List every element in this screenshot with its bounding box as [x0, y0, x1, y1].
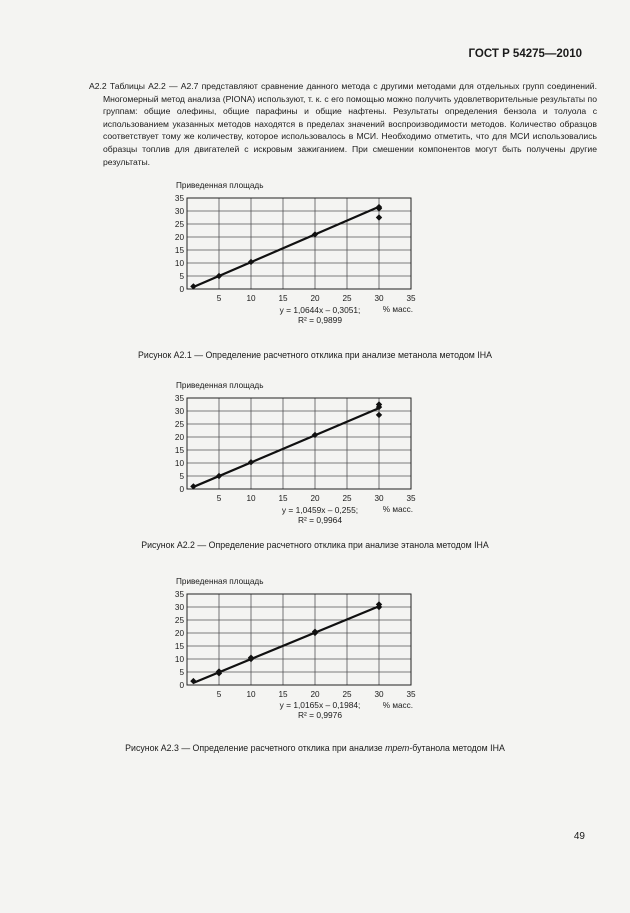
- x-tick-label: 35: [406, 690, 416, 699]
- y-tick-label: 20: [174, 433, 184, 442]
- y-tick-label: 10: [174, 655, 184, 664]
- y-tick-label: 35: [174, 194, 184, 203]
- r2-value-2: R² = 0,9964: [298, 515, 342, 525]
- fit-equation-3: y = 1,0165x – 0,1984;: [279, 700, 361, 710]
- fit-equation-block-1: [250, 305, 390, 325]
- fit-equation-2: y = 1,0459x – 0,255;: [281, 505, 359, 515]
- x-tick-label: 30: [374, 294, 384, 303]
- x-tick-label: 5: [216, 494, 222, 503]
- figure-caption-2: Рисунок А2.2 — Определение расчетного отклика при анализе этанола методом IHA: [141, 540, 489, 550]
- x-tick-label: 20: [310, 494, 320, 503]
- x-tick-label: 35: [406, 494, 416, 503]
- body-paragraph: А2.2 Таблицы А2.2 — А2.7 представляют сравнение данного метода с другими методами для отдельных групп соединений. Многомерный метод анализа (PIONA) используют, т. к. с его помощью можно получить удовлетворительные результаты по группам: общие олефины, общие парафины и общие нафтены. Результаты определения бензола и толуола с использованием указанных методов находятся в пределах значений воспроизводимости методов. Количество образцов соответствует тому же количеству, которое использовалось в МСИ. Необходимо отметить, что для МСИ использовались образцы топлив для двигателей с искровым зажиганием. При смешении компонентов могут быть получены другие результаты.: [89, 81, 597, 167]
- y-tick-label: 30: [174, 207, 184, 216]
- x-tick-label: 15: [278, 494, 288, 503]
- y-tick-label: 15: [174, 642, 184, 651]
- r2-value-1: R² = 0,9899: [298, 315, 342, 325]
- y-tick-label: 25: [174, 220, 184, 229]
- figure-caption-3-post: -бутанола методом IHA: [409, 743, 505, 753]
- y-tick-label: 0: [179, 681, 184, 690]
- figure-caption-1: Рисунок А2.1 — Определение расчетного отклика при анализе метанола методом IHA: [138, 350, 492, 360]
- fit-equation-block-2: [250, 505, 390, 525]
- x-tick-label: 15: [278, 294, 288, 303]
- trend-line: [193, 207, 379, 287]
- y-tick-label: 0: [179, 285, 184, 294]
- x-axis-label: % масс.: [382, 701, 413, 710]
- y-tick-label: 0: [179, 485, 184, 494]
- x-tick-label: 5: [216, 294, 222, 303]
- x-tick-label: 25: [342, 690, 352, 699]
- y-tick-label: 5: [179, 668, 184, 677]
- r2-value-3: R² = 0,9976: [298, 710, 342, 720]
- y-tick-label: 20: [174, 629, 184, 638]
- y-tick-label: 15: [174, 446, 184, 455]
- chart-svg-2: [160, 378, 480, 518]
- figure-caption-3-pre: Рисунок А2.3 — Определение расчетного отклика при анализе: [125, 743, 386, 753]
- y-tick-label: 25: [174, 616, 184, 625]
- standard-number-header: ГОСТ Р 54275—2010: [468, 48, 582, 60]
- x-tick-label: 30: [374, 690, 384, 699]
- data-point: [376, 412, 382, 418]
- y-tick-label: 30: [174, 603, 184, 612]
- x-tick-label: 25: [342, 494, 352, 503]
- figure-caption-3-italic: трет: [385, 743, 410, 753]
- data-point: [216, 273, 222, 279]
- x-tick-label: 35: [406, 294, 416, 303]
- x-tick-label: 15: [278, 690, 288, 699]
- y-tick-label: 5: [179, 272, 184, 281]
- x-axis-label: % масс.: [382, 505, 413, 514]
- page-number: 49: [573, 831, 585, 842]
- x-tick-label: 10: [246, 494, 256, 503]
- y-tick-label: 30: [174, 407, 184, 416]
- y-axis-label: Приведенная площадь: [176, 381, 264, 390]
- chart-svg-1: [160, 178, 480, 318]
- chart-svg-3: [160, 574, 480, 714]
- data-point: [216, 473, 222, 479]
- y-tick-label: 10: [174, 259, 184, 268]
- x-tick-label: 10: [246, 294, 256, 303]
- x-tick-label: 25: [342, 294, 352, 303]
- x-tick-label: 5: [216, 690, 222, 699]
- fit-equation-block-3: [250, 700, 390, 720]
- x-axis-label: % масс.: [382, 305, 413, 314]
- x-tick-label: 20: [310, 294, 320, 303]
- y-axis-label: Приведенная площадь: [176, 181, 264, 190]
- y-tick-label: 15: [174, 246, 184, 255]
- data-point: [376, 214, 382, 220]
- y-axis-label: Приведенная площадь: [176, 577, 264, 586]
- x-tick-label: 10: [246, 690, 256, 699]
- y-tick-label: 10: [174, 459, 184, 468]
- y-tick-label: 5: [179, 472, 184, 481]
- figure-caption-3: [0, 743, 630, 753]
- y-tick-label: 25: [174, 420, 184, 429]
- y-tick-label: 35: [174, 394, 184, 403]
- y-tick-label: 35: [174, 590, 184, 599]
- data-point: [190, 678, 196, 684]
- x-tick-label: 20: [310, 690, 320, 699]
- y-tick-label: 20: [174, 233, 184, 242]
- fit-equation-1: y = 1,0644x – 0,3051;: [279, 305, 361, 315]
- x-tick-label: 30: [374, 494, 384, 503]
